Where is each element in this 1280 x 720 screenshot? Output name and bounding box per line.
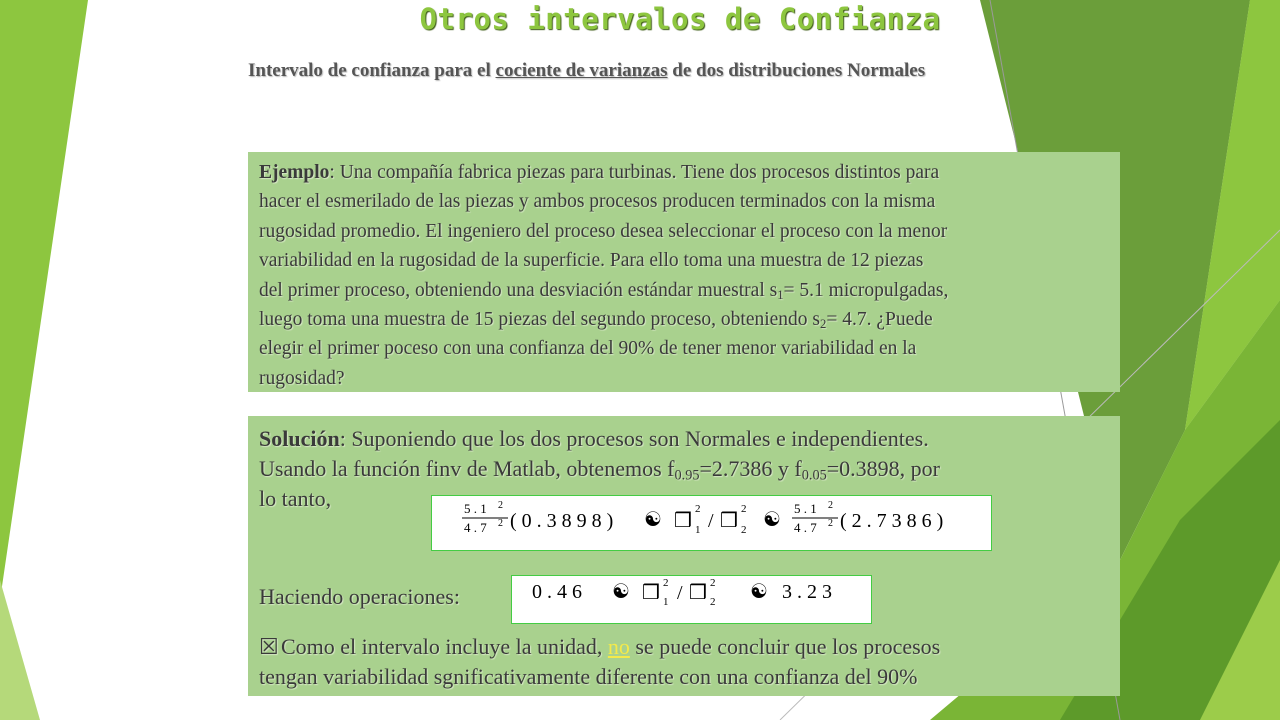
equation-interval [431, 495, 992, 551]
example-text: = 4.7. ¿Puede [826, 309, 933, 331]
checkbox-x-icon: ☒ [259, 634, 279, 659]
exponent: 2 [741, 503, 747, 515]
conclusion-text: se puede concluir que los procesos [629, 634, 941, 659]
example-text: : Una compañía fabrica piezas para turbinas. Tiene dos procesos distintos para [329, 162, 940, 183]
haciendo-operaciones: Haciendo operaciones: [259, 584, 460, 609]
frac-denominator: 4 . 7 [794, 520, 817, 535]
frac-numerator: 5 . 1 [464, 501, 487, 516]
example-line [259, 305, 1110, 334]
subscript: 2 [741, 524, 747, 536]
sigma-symbol: ❒ [689, 582, 707, 604]
equation-interval-svg [432, 496, 991, 550]
subscript: 2 [820, 317, 827, 332]
lower-factor: ( 0 . 3 8 9 8 ) [510, 510, 614, 532]
subscript: 0.95 [674, 467, 700, 484]
relation-symbol: ☯ [750, 581, 768, 603]
solution-label: Solución [259, 426, 340, 451]
subscript: 0.05 [801, 467, 827, 484]
example-line [259, 158, 1110, 187]
subtitle-underlined: cociente de varianzas [495, 60, 668, 81]
sigma-symbol: ❒ [674, 510, 692, 532]
example-line: variabilidad en la rugosidad de la superficie. Para ello toma una muestra de 12 piezas [259, 250, 924, 272]
subscript: 2 [710, 596, 716, 608]
solution-line [259, 454, 1110, 484]
solution-text: =2.7386 y f [699, 456, 802, 481]
exponent: 2 [498, 500, 503, 511]
sigma-symbol: ❒ [720, 510, 738, 532]
solution-line [259, 424, 1110, 454]
slide-title: Otros intervalos de Confianza [419, 2, 941, 36]
relation-symbol: ☯ [763, 509, 781, 531]
upper-factor: ( 2 . 7 3 8 6 ) [840, 510, 944, 532]
example-line: elegir el primer poceso con una confianza del 90% de tener menor variabilidad en la [259, 338, 917, 360]
conclusion-line: tengan variabilidad sgnificativamente diferente con una confianza del 90% [259, 664, 918, 689]
exponent: 2 [828, 518, 833, 529]
exponent: 2 [710, 577, 716, 589]
highlight-no: no [607, 634, 630, 659]
conclusion-text: Como el intervalo incluye la unidad, [281, 634, 608, 659]
left-light-band [0, 580, 40, 720]
subtitle-post: de dos distribuciones Normales [667, 60, 926, 81]
frac-denominator: 4 . 7 [464, 520, 487, 535]
lower-bound: 0 . 4 6 [532, 581, 582, 603]
example-text: = 5.1 micropulgadas, [783, 279, 949, 301]
solution-text: : Suponiendo que los dos procesos son Normales e independientes. [339, 426, 929, 451]
example-box [248, 152, 1120, 392]
example-line [259, 276, 1110, 305]
relation-symbol: ☯ [612, 581, 630, 603]
conclusion-line [259, 632, 1109, 662]
slash: / [708, 510, 714, 532]
subscript: 1 [777, 287, 784, 302]
exponent: 2 [695, 503, 701, 515]
slash: / [677, 582, 683, 604]
example-text: del primer proceso, obteniendo una desviación estándar muestral s [259, 279, 778, 301]
equation-result [511, 575, 872, 624]
relation-symbol: ☯ [644, 509, 662, 531]
subscript: 1 [695, 524, 701, 536]
example-label: Ejemplo [259, 162, 330, 183]
subscript: 1 [663, 596, 669, 608]
equation-result-svg [512, 576, 871, 623]
left-green-band [0, 0, 88, 600]
conclusion [259, 632, 1109, 692]
frac-numerator: 5 . 1 [794, 501, 817, 516]
sigma-symbol: ❒ [642, 582, 660, 604]
solution-line: lo tanto, [259, 486, 332, 511]
example-line: rugosidad? [259, 367, 345, 389]
slide-subtitle [248, 60, 1128, 82]
upper-bound: 3 . 2 3 [782, 581, 832, 603]
exponent: 2 [663, 577, 669, 589]
example-line: rugosidad promedio. El ingeniero del proceso desea seleccionar el proceso con la menor [259, 220, 948, 242]
solution-text: Usando la función finv de Matlab, obtenemos f [259, 456, 675, 481]
subtitle-pre: Intervalo de confianza para el [248, 60, 496, 81]
example-text: luego toma una muestra de 15 piezas del segundo proceso, obteniendo s [259, 309, 821, 331]
solution-text: =0.3898, por [826, 456, 940, 481]
exponent: 2 [828, 500, 833, 511]
example-line: hacer el esmerilado de las piezas y ambos procesos producen terminados con la misma [259, 191, 936, 213]
exponent: 2 [498, 518, 503, 529]
